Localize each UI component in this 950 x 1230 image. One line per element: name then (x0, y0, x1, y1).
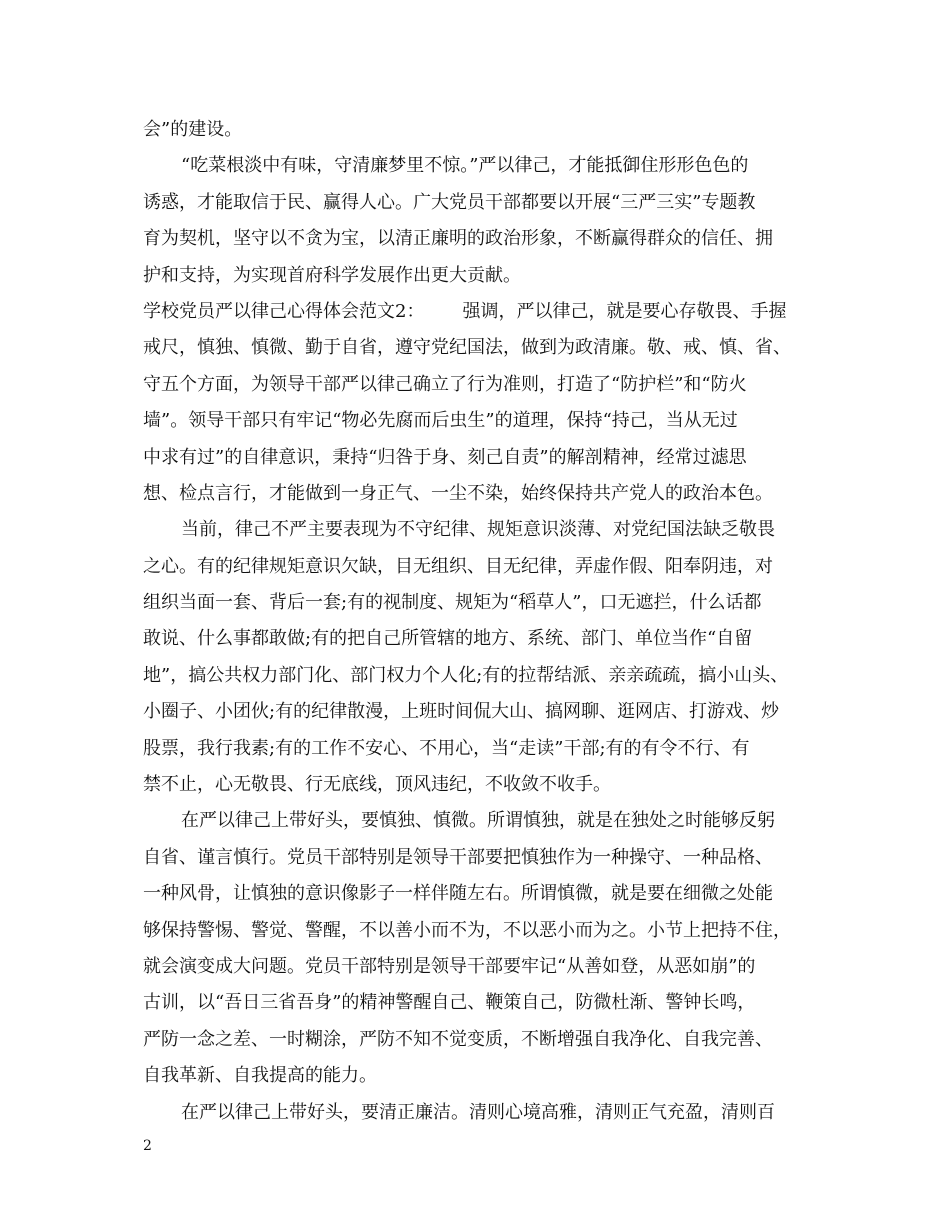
text-line: 地”，搞公共权力部门化、部门权力个人化;有的拉帮结派、亲亲疏疏，搞小山头、 (143, 664, 789, 686)
text-line: 会”的建设。 (143, 119, 243, 140)
text-line: 自省、谨言慎行。党员干部特别是领导干部要把慎独作为一种操守、一种品格、 (143, 846, 773, 868)
text-line: 一种风骨，让慎独的意识像影子一样伴随左右。所谓慎微，就是要在细微之处能 (143, 883, 773, 905)
text-line: 墙”。领导干部只有牢记“物必先腐而后虫生”的道理，保持“持己，当从无过 (143, 410, 738, 432)
body-text (143, 112, 809, 1131)
text-line: 护和支持，为实现首府科学发展作出更大贡献。 (143, 264, 521, 286)
text-line: 之心。有的纪律规矩意识欠缺，目无组织、目无纪律，弄虚作假、阳奉阴违，对 (143, 555, 773, 577)
text-line: 严防一念之差、一时糊涂，严防不知不觉变质，不断增强自我净化、自我完善、 (143, 1028, 773, 1050)
paragraph-start-line: “吃菜根淡中有味，守清廉梦里不惊。”严以律己，才能抵御住形形色色的 (181, 155, 749, 177)
text-line: 诱惑，才能取信于民、赢得人心。广大党员干部都要以开展“三严三实”专题教 (143, 191, 756, 213)
paragraph-start-line: 在严以律己上带好头，要清正廉洁。清则心境高雅，清则正气充盈，清则百 (181, 1101, 775, 1123)
text-line: 组织当面一套、背后一套;有的视制度、规矩为“稻草人”，口无遮拦，什么话都 (143, 592, 762, 614)
section-heading: 学校党员严以律己心得体会范文2： (143, 300, 425, 322)
text-line: 禁不止，心无敬畏、行无底线，顶风违纪，不收敛不收手。 (143, 774, 611, 796)
text-line: 自我革新、自我提高的能力。 (143, 1065, 377, 1087)
text-line: 想、检点言行，才能做到一身正气、一尘不染，始终保持共产党人的政治本色。 (143, 482, 773, 504)
text-line: 古训，以“吾日三省吾身”的精神警醒自己、鞭策自己，防微杜渐、警钟长鸣， (143, 992, 756, 1014)
page-number: 2 (143, 1138, 152, 1154)
text-line: 育为契机，坚守以不贪为宝，以清正廉明的政治形象，不断赢得群众的信任、拥 (143, 228, 773, 250)
text-line: 小圈子、小团伙;有的纪律散漫，上班时间侃大山、搞网聊、逛网店、打游戏、炒 (143, 701, 780, 723)
text-run: 强调，严以律己，就是要心存敬畏、手握 (462, 300, 787, 322)
text-line: 敢说、什么事都敢做;有的把自己所管辖的地方、系统、部门、单位当作“自留 (143, 628, 753, 650)
text-line: 就会演变成大问题。党员干部特别是领导干部要牢记“从善如登，从恶如崩”的 (143, 955, 756, 977)
text-line: 够保持警惕、警觉、警醒，不以善小而不为，不以恶小而为之。小节上把持不住， (143, 919, 791, 941)
text-line: 守五个方面，为领导干部严以律己确立了行为准则，打造了“防护栏”和“防火 (143, 373, 747, 395)
section-heading-line (143, 294, 809, 330)
paragraph-start-line: 在严以律己上带好头，要慎独、慎微。所谓慎独，就是在独处之时能够反躬 (181, 810, 775, 832)
text-line: 戒尺，慎独、慎微、勤于自省，遵守党纪国法，做到为政清廉。敬、戒、慎、省、 (143, 337, 791, 359)
paragraph-start-line: 当前，律己不严主要表现为不守纪律、规矩意识淡薄、对党纪国法缺乏敬畏 (181, 519, 775, 541)
text-line: 股票，我行我素;有的工作不安心、不用心，当“走读”干部;有的有令不行、有 (143, 737, 750, 759)
text-line: 中求有过”的自律意识，秉持“归咎于身、刻己自责”的解剖精神，经常过滤思 (143, 446, 747, 468)
